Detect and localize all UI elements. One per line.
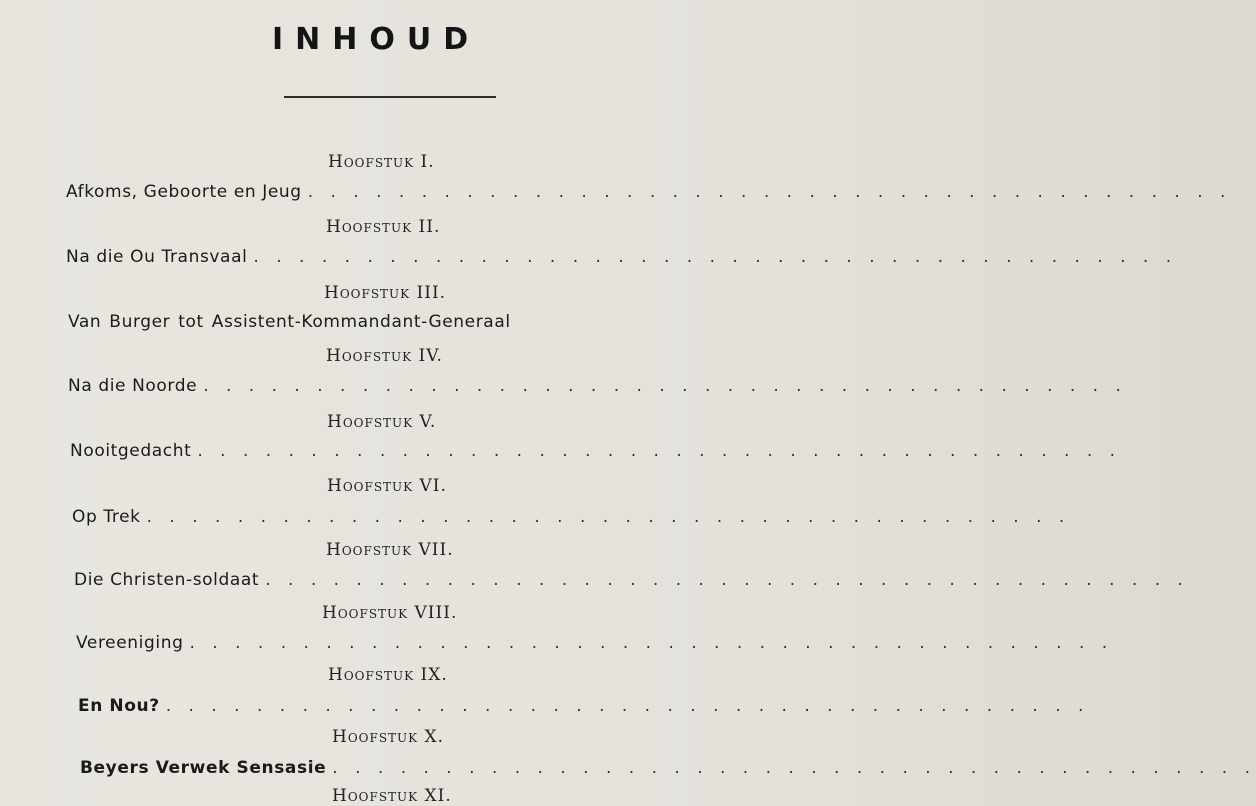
toc-entry-9[interactable] [78,696,1090,716]
toc-entry-label-7: Die Christen-soldaat [74,570,260,590]
toc-entry-1[interactable] [66,182,1232,202]
title-underline [284,96,496,98]
toc-entry-label-4: Na die Noorde [68,376,198,396]
chapter-heading-7: Hoofstuk VII. [326,540,454,560]
dot-leader: . . . . . . . . . . . . . . . . . . . . . . . . . . . . . . . . . . . . . . . . . [332,758,1256,778]
toc-entry-label-2: Na die Ou Transvaal [66,247,248,267]
toc-entry-label-8: Vereeniging [76,633,184,653]
chapter-heading-3: Hoofstuk III. [324,283,447,303]
toc-entry-label-1: Afkoms, Geboorte en Jeug [66,182,302,202]
chapter-heading-1: Hoofstuk I. [328,152,435,172]
toc-entry-7[interactable] [74,570,1189,590]
toc-entry-2[interactable] [66,247,1178,267]
chapter-heading-10: Hoofstuk X. [332,727,445,747]
chapter-heading-5: Hoofstuk V. [327,412,437,432]
dot-leader: . . . . . . . . . . . . . . . . . . . . . . . . . . . . . . . . . . . . . . . . . [189,633,1114,653]
chapter-heading-11: Hoofstuk XI. [332,786,452,806]
chapter-heading-2: Hoofstuk II. [326,217,441,237]
toc-entry-10[interactable] [80,758,1256,778]
page-title: INHOUD [272,22,481,57]
chapter-heading-8: Hoofstuk VIII. [322,603,458,623]
toc-entry-4[interactable] [68,376,1127,396]
dot-leader: . . . . . . . . . . . . . . . . . . . . . . . . . . . . . . . . . . . . . . . . . [146,507,1071,527]
dot-leader: . . . . . . . . . . . . . . . . . . . . . . . . . . . . . . . . . . . . . . . . . [165,696,1090,716]
dot-leader: . . . . . . . . . . . . . . . . . . . . . . . . . . . . . . . . . . . . . . . . . [265,570,1189,590]
toc-entry-8[interactable] [76,633,1114,653]
toc-entry-label-6: Op Trek [72,507,141,527]
toc-entry-label-10: Beyers Verwek Sensasie [80,758,327,778]
dot-leader: . . . . . . . . . . . . . . . . . . . . . . . . . . . . . . . . . . . . . . . . . [203,376,1127,396]
dot-leader: . . . . . . . . . . . . . . . . . . . . . . . . . . . . . . . . . . . . . . . . . [197,441,1122,461]
toc-entry-label-5: Nooitgedacht [70,441,192,461]
chapter-heading-4: Hoofstuk IV. [326,346,443,366]
chapter-heading-6: Hoofstuk VI. [327,476,447,496]
toc-entry-5[interactable] [70,441,1122,461]
dot-leader: . . . . . . . . . . . . . . . . . . . . . . . . . . . . . . . . . . . . . . . . . [253,247,1178,267]
toc-entry-6[interactable] [72,507,1071,527]
toc-entry-label-3: Van Burger tot Assistent-Kommandant-Generaal [68,312,511,332]
dot-leader: . . . . . . . . . . . . . . . . . . . . . . . . . . . . . . . . . . . . . . . . . [307,182,1232,202]
toc-entry-3[interactable] [68,312,600,332]
toc-entry-label-9: En Nou? [78,696,160,716]
chapter-heading-9: Hoofstuk IX. [328,665,448,685]
